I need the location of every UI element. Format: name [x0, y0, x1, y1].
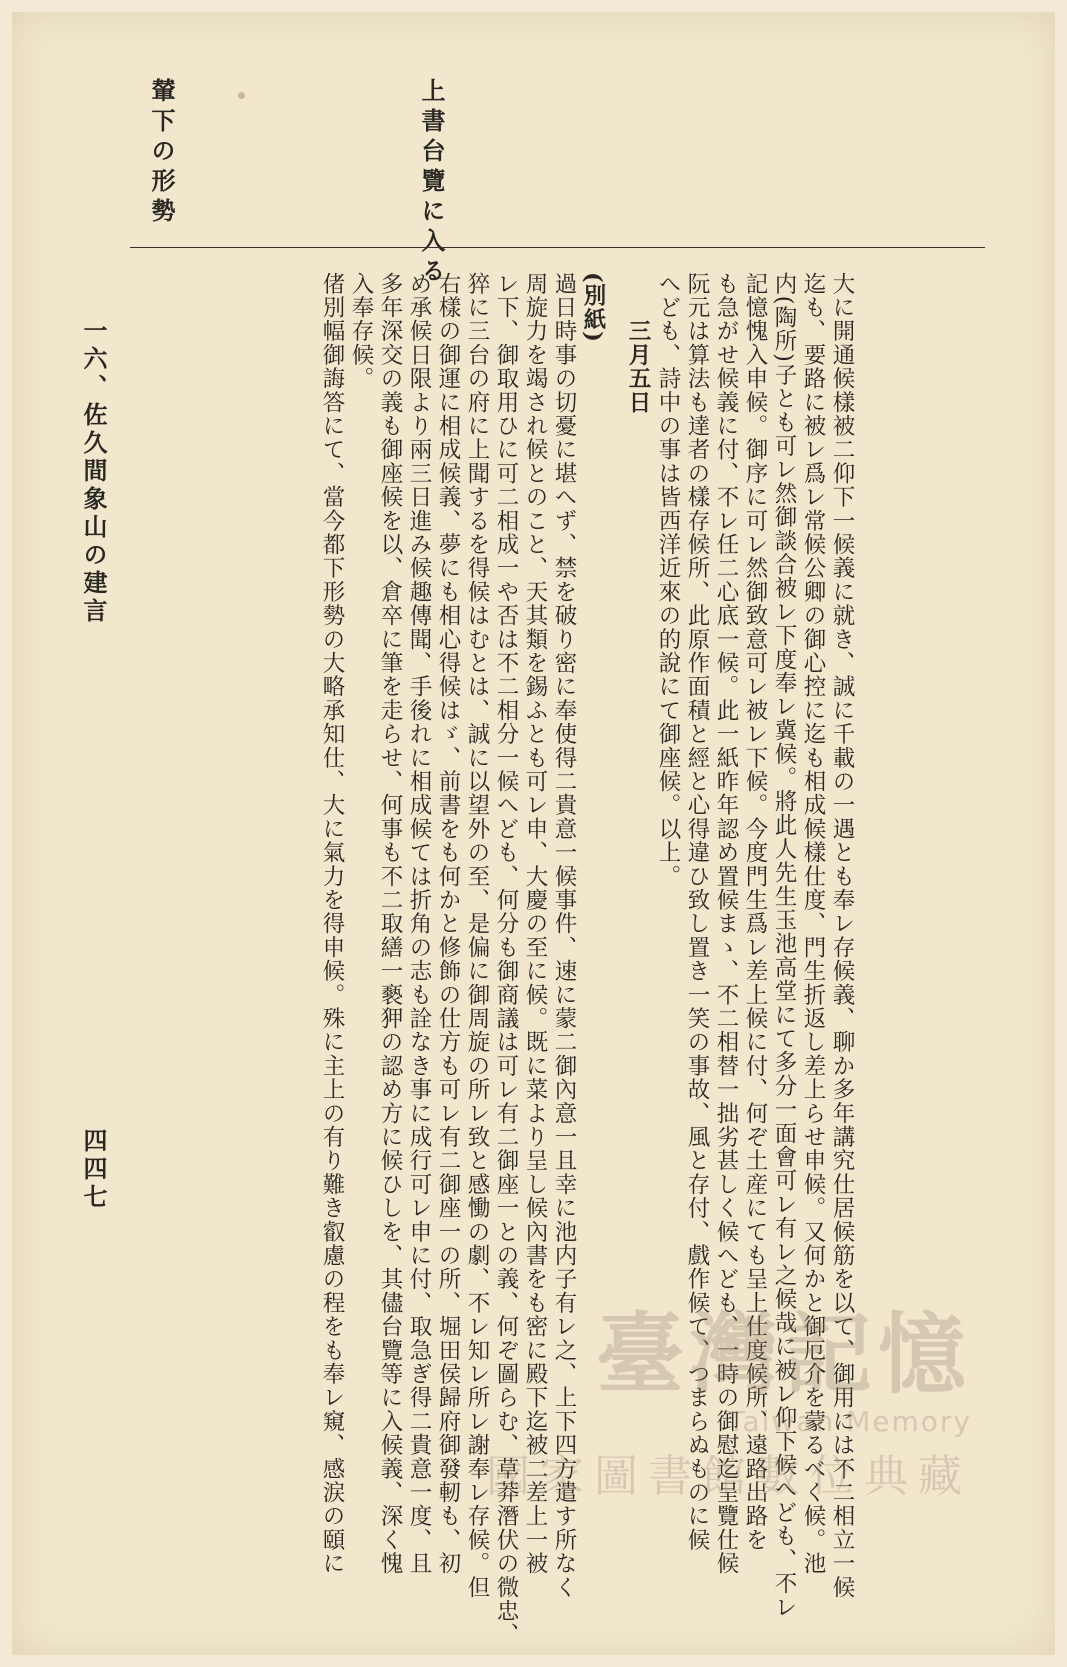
text-column: も急がせ候義に付、不レ任二心底一候。此一紙昨年認め置候まゝ、不二相替一拙劣甚しく候へども、一時の御慰迄呈覽仕候 — [713, 272, 739, 1576]
text-column: 多年深交の義も御座候を以、倉卒に筆を走らせ、何事も不二取繕一褻狎の認め方に候ひしを、其儘台覽等に入候義、深く愧 — [377, 272, 403, 1576]
text-column: 阮元は算法も達者の樣存候所、此原作面積と經と心得違ひ致し置き一笑の事故、風と存付、戲作候て、つまらぬものに候 — [684, 272, 710, 1552]
attachment-heading: (別紙) — [580, 272, 606, 344]
text-column: 猝に三台の府に上聞するを得候はむとは、誠に以望外の至、是偏に御周旋の所レ致と感慟の劇、不レ知レ所レ謝奉レ存候。但 — [464, 272, 490, 1600]
watermark-english: Taiwan Memory — [728, 1405, 972, 1438]
text-column: 偖別幅御誨答にて、當今都下形勢の大略承知仕、大に氣力を得申候。殊に主上の有り難き叡慮の程をも奉レ窺、感涙の頤に — [319, 272, 345, 1576]
margin-note-1: 上書台覽に入る — [417, 78, 446, 288]
section-title: 一六、佐久間象山の建言 — [79, 318, 108, 626]
ink-speck — [238, 92, 245, 99]
date-line: 三月五日 — [625, 272, 651, 415]
text-column: 内(陶所)子とも可レ然御談合被レ下度奉レ冀候。將此人先生玉池高堂にて多分一面會可レ有レ之候哉に被レ仰下候へども、不レ — [771, 272, 797, 1620]
text-column: 大に開通候樣被二仰下一候義に就き、誠に千載の一遇とも奉レ存候義、聊か多年講究仕居候筋を以て、御用には不二相立一候 — [829, 272, 855, 1600]
text-column: 記憶愧入申候。御序に可レ然御致意可レ被レ下候。今度門生爲レ差上候に付、何ぞ土産にても呈上仕度候所、遠路出路を — [742, 272, 768, 1552]
watermark-main: 臺灣記憶 — [595, 1303, 972, 1406]
header-rule — [130, 247, 985, 248]
margin-note-2: 輦下の形勢 — [147, 78, 176, 228]
text-column: へども、詩中の事は皆西洋近來の的說にて御座候。以上。 — [655, 272, 681, 889]
text-column: 入奉存候。 — [348, 272, 374, 391]
watermark-chinese: 國家圖書館數位典藏 — [486, 1451, 972, 1502]
text-column: レ下、御取用ひに可二相成一や否は不二相分一候へども、何分も御商議は可レ有二御座一との義、何ぞ圖らむ、草莽潛伏の微忠、 — [493, 272, 519, 1647]
text-column: 迄も、要路に被レ爲レ常候公卿の御心控に迄も相成候樣仕度、門生折返し差上らせ申候。又何かと御厄介を蒙るべく候。池 — [800, 272, 826, 1576]
text-column: 周旋力を竭され候とのこと、天其類を錫ふとも可レ申、大慶の至に候。既に菜より呈し候內書をも密に殿下迄被二差上一被 — [522, 272, 548, 1576]
watermark-logo — [486, 1285, 972, 1504]
text-column: め承候日限より兩三日進み候趣傳聞、手後れに相成候ては折角の志も詮なき事に成行可レ申に付、取急ぎ得二貴意一度、且 — [406, 272, 432, 1576]
text-column: 右樣の御運に相成候義、夢にも相心得候はゞ、前書をも何かと修飾の仕方も可レ有二御座一の所、堀田侯歸府御發軔も、初 — [435, 272, 461, 1576]
page-number: 四四七 — [79, 1128, 108, 1212]
text-column: 過日時事の切憂に堪へず、禁を破り密に奉使得二貴意一候事件、速に蒙二御內意一且幸に池内子有レ之、上下四方遣す所なく — [551, 272, 577, 1600]
